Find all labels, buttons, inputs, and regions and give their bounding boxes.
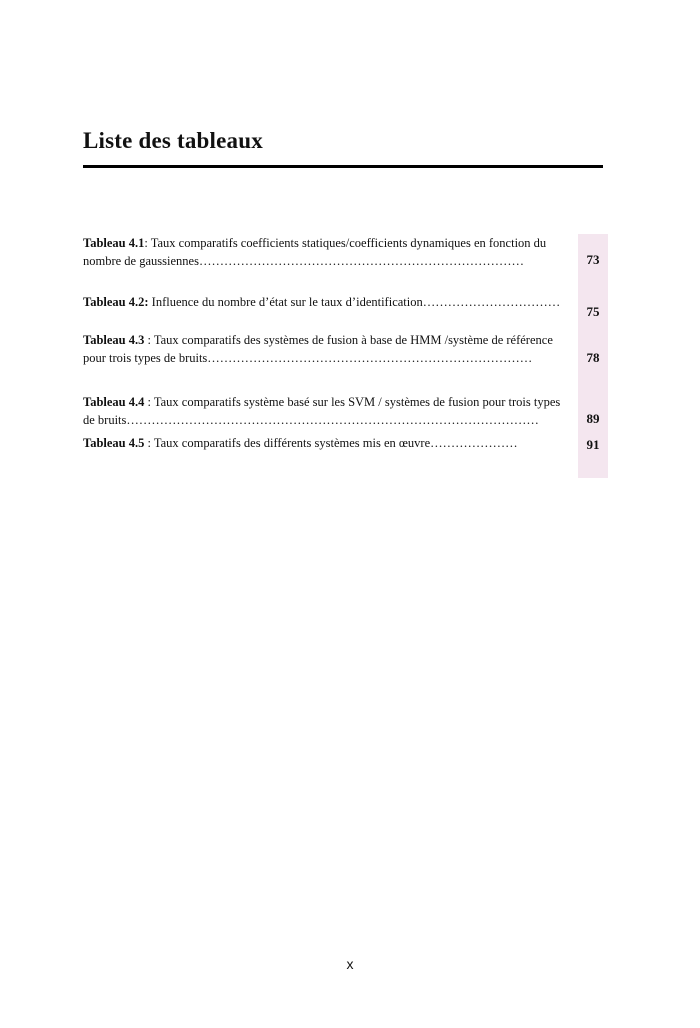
entry-line-1: [83, 393, 573, 411]
page-number: 73: [586, 252, 600, 267]
entry-line-1: [83, 234, 573, 252]
entry-line-2: pour trois types de bruits……………………………………………………………………: [83, 351, 533, 365]
list-item-tableau-4-5[interactable]: [83, 434, 573, 452]
page-number: 89: [586, 411, 600, 426]
entry-label: Tableau 4.5: [83, 436, 145, 450]
list-item-tableau-4-3[interactable]: [83, 331, 573, 367]
entry-label: Tableau 4.4: [83, 395, 145, 409]
entry-line-1: [83, 331, 573, 349]
entry-line-1: [83, 434, 573, 452]
entry-line-1: [83, 293, 573, 311]
entry-text: : Taux comparatifs système basé sur les SVM / systèmes de fusion pour trois types: [144, 395, 561, 409]
footer-page-number: x: [346, 956, 354, 972]
page-title: Liste des tableaux: [83, 128, 263, 153]
entry-line-2: nombre de gaussiennes……………………………………………………………………: [83, 254, 524, 268]
page-number: 91: [586, 437, 600, 452]
entry-label: Tableau 4.3: [83, 333, 145, 347]
page-number: 78: [586, 350, 600, 365]
entry-text: : Taux comparatifs des différents systèmes mis en œuvre…………………: [144, 436, 518, 450]
entry-label: Tableau 4.2:: [83, 295, 149, 309]
list-item-tableau-4-1[interactable]: [83, 234, 573, 270]
page-number: 75: [586, 304, 600, 319]
title-rule: [83, 165, 603, 168]
list-item-tableau-4-4[interactable]: [83, 393, 573, 429]
entry-label: Tableau 4.1: [83, 236, 145, 250]
entry-text: : Taux comparatifs des systèmes de fusion à base de HMM /système de référence: [144, 333, 553, 347]
entry-text: : Taux comparatifs coefficients statiques/coefficients dynamiques en fonction du: [144, 236, 547, 250]
entry-line-2: de bruits………………………………………………………………………………………: [83, 413, 539, 427]
entry-text: Influence du nombre d’état sur le taux d’identification……………………………: [148, 295, 561, 309]
list-item-tableau-4-2[interactable]: [83, 293, 573, 311]
